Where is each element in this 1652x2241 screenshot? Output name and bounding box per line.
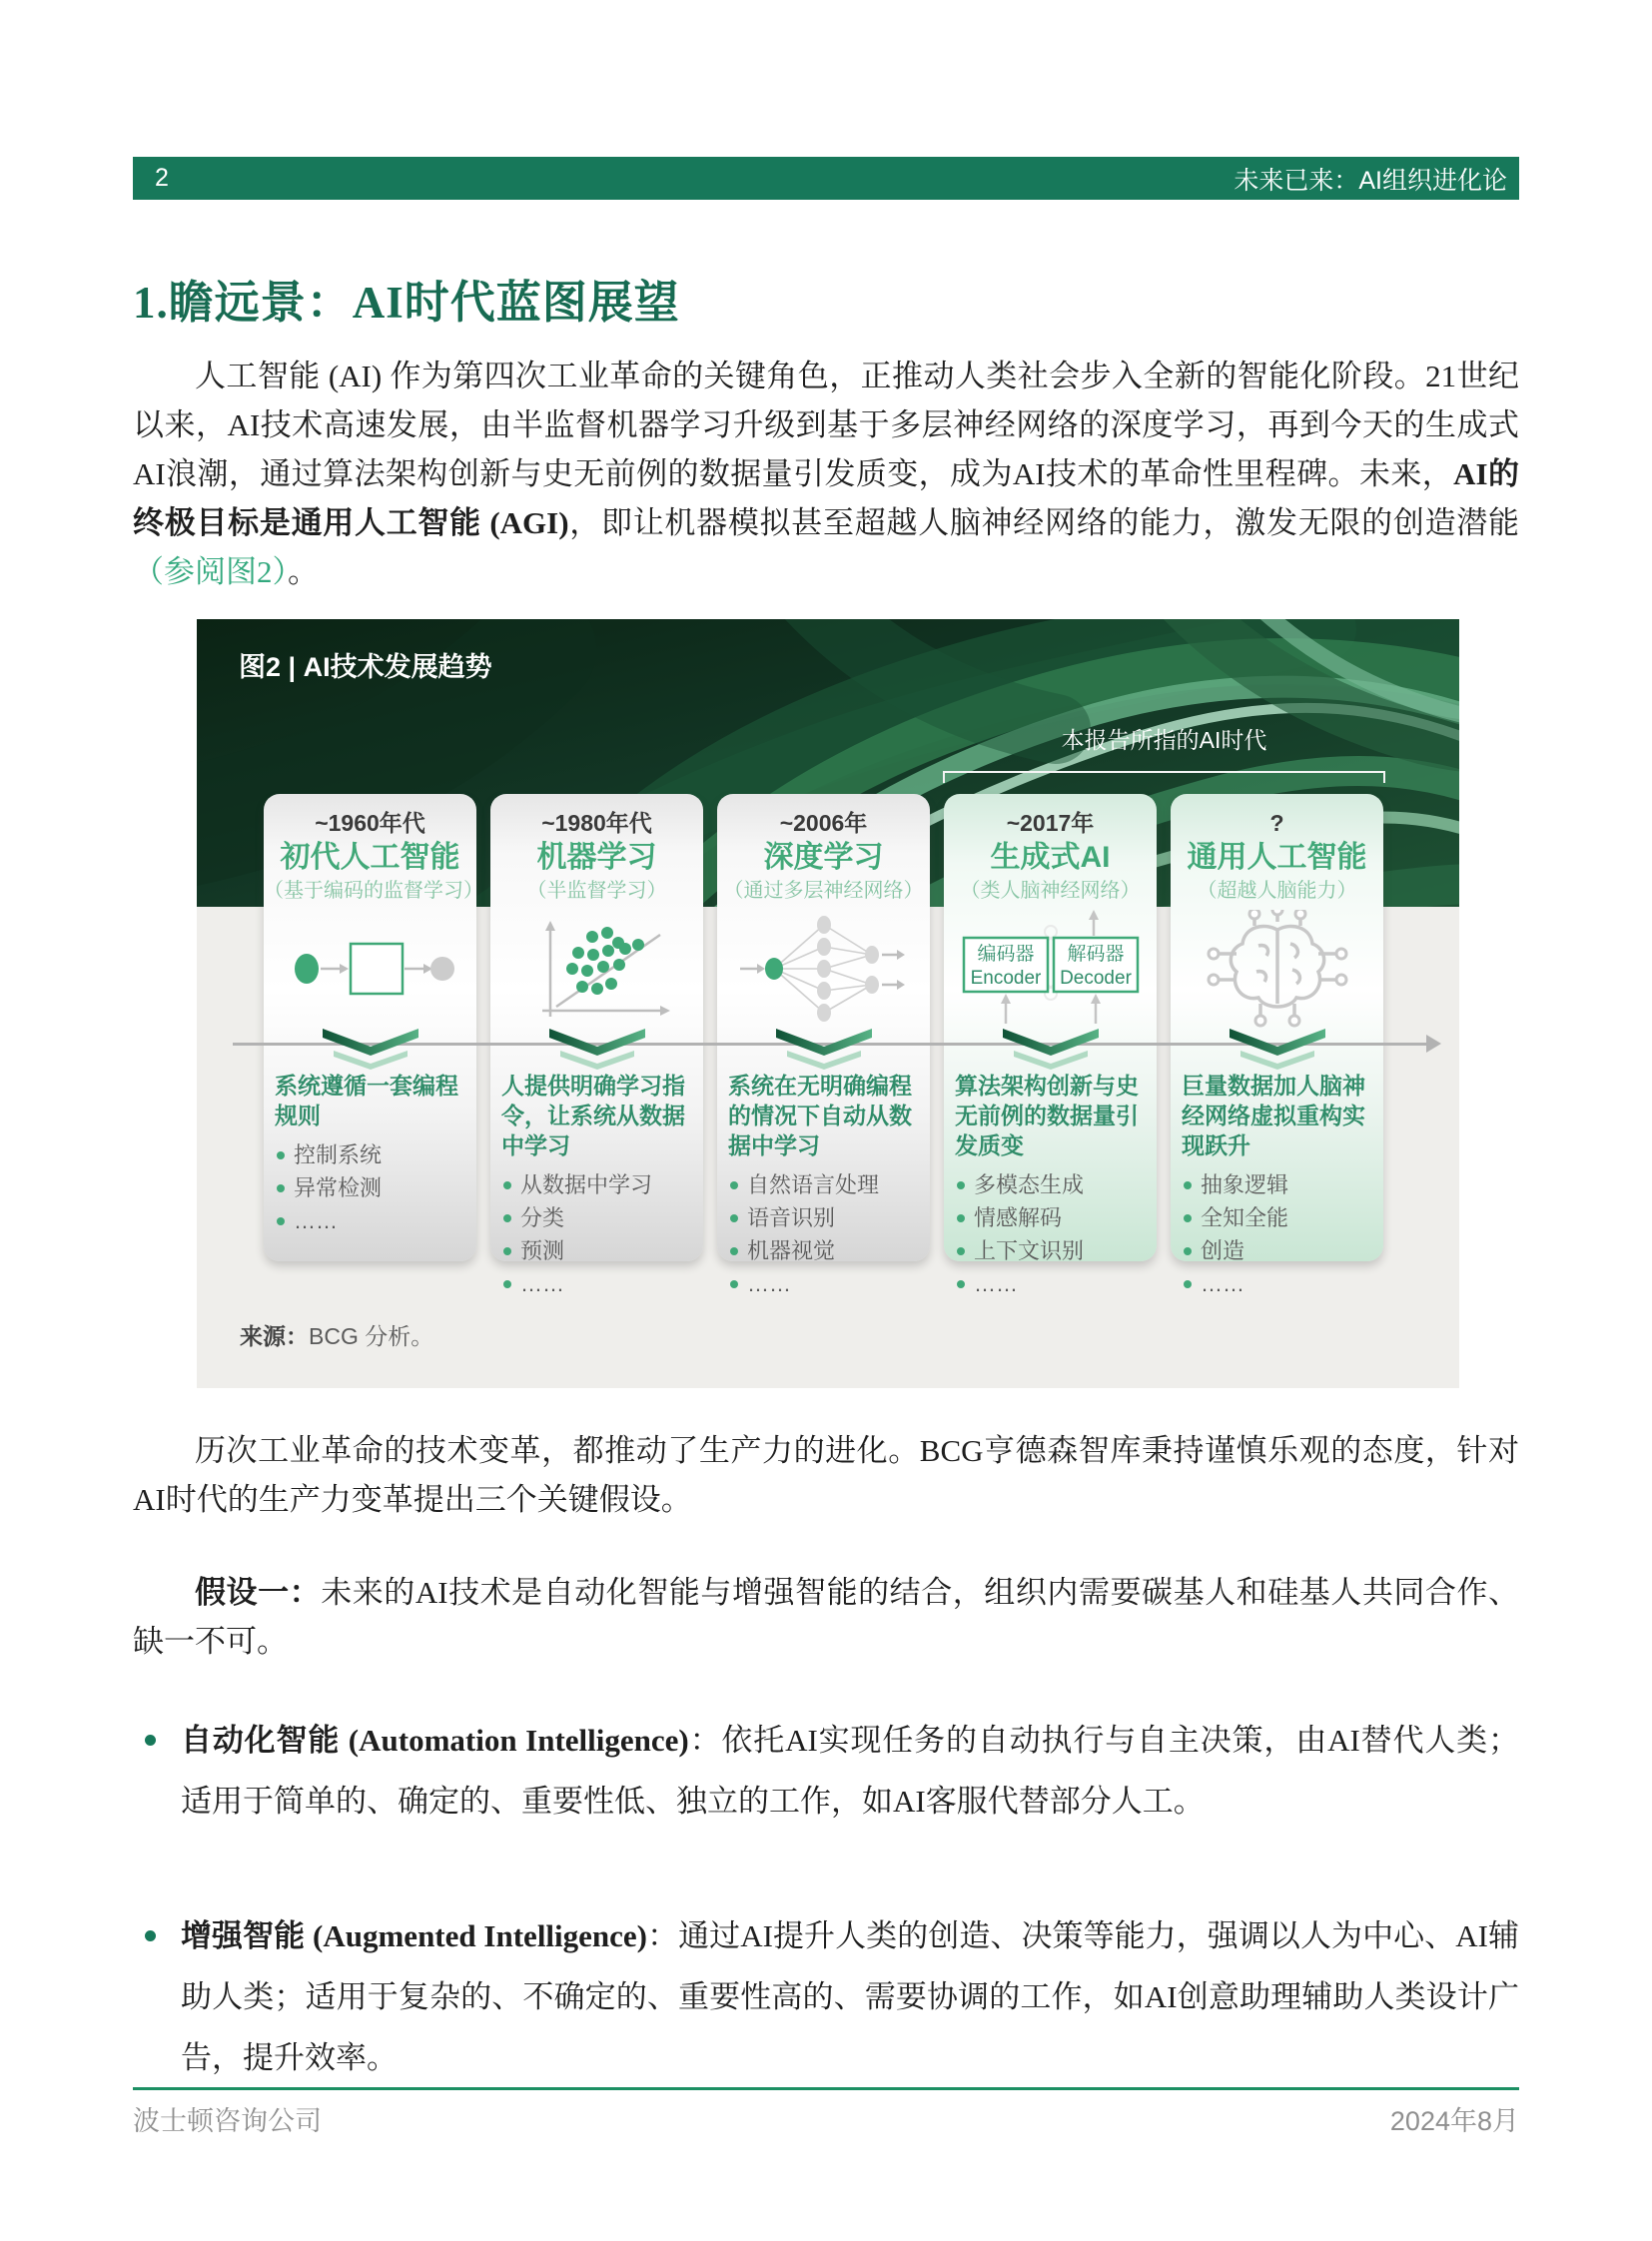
era-bullet-list [728,1168,919,1300]
list-item [955,1201,1146,1234]
list-item [501,1234,692,1267]
page-header-bar [133,157,1519,200]
bullet-dot-icon [1184,1247,1192,1255]
bullet-dot-icon [730,1214,738,1222]
list-item-label: 抽象逻辑 [1201,1172,1289,1197]
era-cards-row [264,794,1383,1296]
page-footer [133,2099,1519,2138]
list-item [728,1201,919,1234]
neural-network-icon [717,910,930,1028]
bullet-dot-icon [277,1217,285,1225]
era-description [1171,1071,1383,1300]
list-item-label: 创造 [1201,1238,1245,1263]
era-description-heading: 系统在无明确编程的情况下自动从数据中学习 [728,1073,912,1158]
bullet-dot-icon [277,1184,285,1192]
era-bullet-list [275,1138,465,1237]
bullet-dot-icon [1184,1181,1192,1189]
list-item-label: 控制系统 [294,1142,383,1167]
bullet-text [181,1905,1519,2088]
era-card-early-ai [264,794,483,1261]
list-item [275,1204,465,1237]
hypothesis-text: 未来的AI技术是自动化智能与增强智能的结合，组织内需要碳基人和硅基人共同合作、缺一不可。 [133,1575,1520,1659]
bullet-dot-icon [503,1181,511,1189]
chevron-marker [319,1027,422,1073]
list-item-label: 自然语言处理 [747,1172,880,1197]
footer-divider [133,2087,1519,2090]
era-year: ? [1269,810,1284,836]
list-item [275,1171,465,1204]
era-description-heading: 系统遵循一套编程规则 [275,1073,458,1128]
ai-era-bracket-label: 本报告所指的AI时代 [1061,727,1267,753]
footer-company: 波士顿咨询公司 [133,2106,322,2136]
hypothesis-label: 假设一： [195,1575,322,1610]
bullet-dot-icon [503,1214,511,1222]
scatter-plot-icon [490,910,703,1028]
bullet-dot-icon [503,1247,511,1255]
list-item-label: …… [1201,1271,1244,1296]
list-item [1182,1168,1372,1201]
era-year: ~2006年 [779,810,868,836]
list-item-label: 情感解码 [974,1205,1063,1230]
brain-circuit-icon [1171,910,1383,1028]
list-item [1182,1201,1372,1234]
timeline-arrowhead [1426,1035,1441,1053]
bullet-dot-icon [957,1214,965,1222]
paragraph-revolutions: 历次工业革命的技术变革，都推动了生产力的进化。BCG亨德森智库秉持谨慎乐观的态度，针对AI时代的生产力变革提出三个关键假设。 [133,1433,1519,1517]
list-item [1182,1234,1372,1267]
era-description [264,1071,476,1237]
chevron-marker [772,1027,876,1073]
list-item-label: …… [974,1271,1018,1296]
list-item [501,1201,692,1234]
list-item-label: 全知全能 [1201,1205,1289,1230]
list-item-label: …… [294,1208,338,1233]
section-heading: 1.瞻远景：AI时代蓝图展望 [133,278,680,328]
list-item-label: 分类 [520,1205,565,1230]
era-bullet-list [955,1168,1146,1300]
intro-paragraph [133,352,1519,596]
bullet-dot-icon [503,1280,511,1288]
list-item [728,1267,919,1300]
era-subtitle: （通过多层神经网络） [723,880,924,902]
list-item [955,1168,1146,1201]
bullet-dot-icon [730,1181,738,1189]
list-item [501,1168,692,1201]
bullet-body: ：依托AI实现任务的自动执行与自主决策，由AI替代人类；适用于简单的、确定的、重要性低、独立的工作，如AI客服代替部分人工。 [181,1723,1520,1819]
era-name: 深度学习 [763,841,884,874]
era-description-heading: 巨量数据加人脑神经网络虚拟重构实现跃升 [1182,1073,1365,1158]
figure-2-ai-trends [197,619,1459,1388]
era-year: ~1980年代 [541,810,652,836]
era-subtitle: （半监督学习） [526,880,667,902]
figure-title: 图2 | AI技术发展趋势 [239,652,492,682]
bullet-dot-icon [730,1247,738,1255]
list-item-label: …… [747,1271,791,1296]
list-item [728,1168,919,1201]
era-card-generative-ai [944,794,1157,1296]
header-title: 未来已来：AI组织进化论 [1234,166,1507,195]
bullet-dot-icon [957,1181,965,1189]
era-bullet-list [501,1168,692,1300]
list-item-label: 预测 [520,1238,565,1263]
era-card-machine-learning [490,794,703,1296]
bullet-dot-icon [957,1280,965,1288]
era-subtitle: （基于编码的监督学习） [264,880,483,902]
encoder-label-cn: 编码器 [976,944,1035,965]
list-item-label: 上下文识别 [974,1238,1085,1263]
source-text: BCG 分析。 [309,1323,434,1349]
encoder-label-en: Encoder [970,968,1041,989]
chevron-marker [1226,1027,1329,1073]
bullet-dot-icon [145,1735,156,1746]
era-description [717,1071,930,1300]
bullet-term: 自动化智能 (Automation Intelligence) [181,1723,689,1758]
list-item [728,1234,919,1267]
figure-source [240,1318,433,1351]
bullet-augmented-intelligence [133,1905,1519,2088]
era-subtitle: （类人脑神经网络） [960,880,1141,902]
list-item-label: 语音识别 [747,1205,836,1230]
list-item [1182,1267,1372,1300]
era-year: ~2017年 [1006,810,1095,836]
intro-text-pre: 人工智能 (AI) 作为第四次工业革命的关键角色，正推动人类社会步入全新的智能化阶段。21世纪以来，AI技术高速发展，由半监督机器学习升级到基于多层神经网络的深度学习，再到今天的生成式AI浪潮，通过算法架构创新与史无前例的数据量引发质变，成为AI技术的革命性里程碑。未来， [133,359,1519,491]
intro-text-mid: ，即让机器模拟甚至超越人脑神经网络的能力，激发无限的创造潜能 [568,505,1519,540]
era-name: 机器学习 [536,841,657,874]
page-number: 2 [155,164,169,192]
era-name: 生成式AI [990,841,1111,874]
era-card-deep-learning [717,794,930,1296]
flow-diagram-icon [264,910,476,1028]
list-item-label: 异常检测 [294,1175,383,1200]
list-item-label: …… [520,1271,564,1296]
source-label: 来源： [240,1323,309,1349]
list-item [275,1138,465,1171]
bullet-automation-intelligence [133,1710,1519,1832]
chevron-marker [999,1027,1103,1073]
intro-text-post: 。 [288,554,319,589]
list-item [955,1234,1146,1267]
bullet-dot-icon [730,1280,738,1288]
list-item-label: 机器视觉 [747,1238,836,1263]
bullet-dot-icon [277,1151,285,1159]
encoder-decoder-icon [944,910,1157,1028]
bullet-text [181,1710,1519,1832]
list-item [501,1267,692,1300]
paragraph-hypothesis-1 [133,1568,1519,1666]
bullet-term: 增强智能 (Augmented Intelligence) [181,1918,648,1953]
decoder-label-en: Decoder [1059,968,1132,989]
era-bullet-list [1182,1168,1372,1300]
era-subtitle: （超越人脑能力） [1197,880,1357,902]
era-card-agi [1171,794,1383,1296]
bullet-dot-icon [145,1930,156,1941]
list-item [955,1267,1146,1300]
bullet-dot-icon [957,1247,965,1255]
ai-era-bracket [943,771,1385,783]
footer-date: 2024年8月 [1389,2106,1519,2136]
era-description [490,1071,703,1300]
decoder-label-cn: 解码器 [1066,944,1125,965]
list-item-label: 从数据中学习 [520,1172,653,1197]
era-description-heading: 算法架构创新与史无前例的数据量引发质变 [955,1073,1139,1158]
era-description-heading: 人提供明确学习指令，让系统从数据中学习 [501,1073,685,1158]
bullet-body: ：通过AI提升人类的创造、决策等能力，强调以人为中心、AI辅助人类；适用于复杂的、不确定的、重要性高的、需要协调的工作，如AI创意助理辅助人类设计广告，提升效率。 [181,1918,1520,2075]
era-name: 初代人工智能 [280,841,460,874]
era-name: 通用人工智能 [1187,841,1367,874]
intro-text-bold: AI的终极目标是通用人工智能 (AGI) [133,456,1520,540]
bullet-dot-icon [1184,1214,1192,1222]
bullet-dot-icon [1184,1280,1192,1288]
era-year: ~1960年代 [315,810,425,836]
chevron-marker [545,1027,649,1073]
era-description [944,1071,1157,1300]
list-item-label: 多模态生成 [974,1172,1085,1197]
figure-reference-link[interactable]: （参阅图2） [133,554,288,589]
